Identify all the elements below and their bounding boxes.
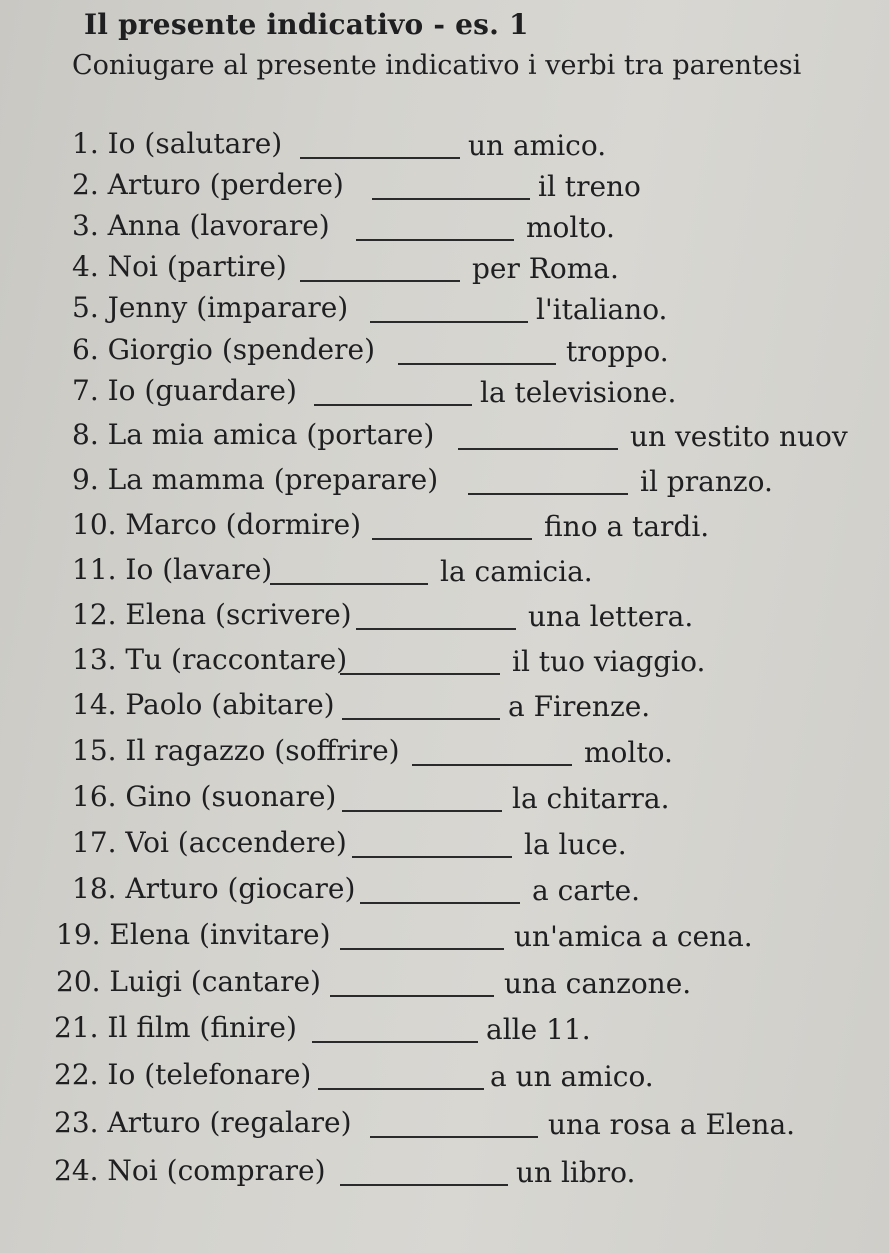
answer-blank[interactable]: [372, 198, 530, 200]
exercise-prompt: 12. Elena (scrivere): [72, 598, 352, 631]
exercise-prompt: 14. Paolo (abitare): [72, 688, 335, 721]
answer-blank[interactable]: [340, 1184, 508, 1186]
exercise-completion: il treno: [538, 170, 641, 203]
exercise-prompt: 19. Elena (invitare): [56, 918, 331, 951]
exercise-completion: alle 11.: [486, 1013, 591, 1046]
exercise-prompt: 17. Voi (accendere): [72, 826, 347, 859]
answer-blank[interactable]: [318, 1088, 484, 1090]
exercise-completion: molto.: [584, 736, 673, 769]
answer-blank[interactable]: [398, 363, 556, 365]
answer-blank[interactable]: [330, 995, 494, 997]
exercise-completion: per Roma.: [472, 252, 619, 285]
exercise-prompt: 23. Arturo (regalare): [54, 1106, 352, 1139]
answer-blank[interactable]: [340, 673, 500, 675]
exercise-completion: una canzone.: [504, 967, 692, 1000]
exercise-prompt: 24. Noi (comprare): [54, 1154, 326, 1187]
exercise-completion: fino a tardi.: [544, 510, 710, 543]
exercise-completion: una lettera.: [528, 600, 694, 633]
exercise-completion: il tuo viaggio.: [512, 645, 706, 678]
exercise-prompt: 9. La mamma (preparare): [72, 463, 439, 496]
answer-blank[interactable]: [370, 321, 528, 323]
exercise-prompt: 22. Io (telefonare): [54, 1058, 312, 1091]
exercise-prompt: 10. Marco (dormire): [72, 508, 362, 541]
exercise-completion: il pranzo.: [640, 465, 773, 498]
exercise-prompt: 18. Arturo (giocare): [72, 872, 356, 905]
exercise-completion: un vestito nuov: [630, 420, 848, 453]
answer-blank[interactable]: [270, 583, 428, 585]
exercise-completion: un amico.: [468, 129, 607, 162]
exercise-completion: a un amico.: [490, 1060, 654, 1093]
exercise-completion: la chitarra.: [512, 782, 670, 815]
exercise-prompt: 16. Gino (suonare): [72, 780, 337, 813]
exercise-prompt: 15. Il ragazzo (soffrire): [72, 734, 400, 767]
answer-blank[interactable]: [356, 628, 516, 630]
exercise-prompt: 4. Noi (partire): [72, 250, 287, 283]
exercise-completion: molto.: [526, 211, 615, 244]
answer-blank[interactable]: [458, 448, 618, 450]
exercise-completion: un libro.: [516, 1156, 636, 1189]
exercise-completion: a Firenze.: [508, 690, 651, 723]
exercise-prompt: 1. Io (salutare): [72, 127, 283, 160]
exercise-prompt: 7. Io (guardare): [72, 374, 297, 407]
exercise-completion: la televisione.: [480, 376, 677, 409]
exercise-completion: la camicia.: [440, 555, 593, 588]
exercise-completion: un'amica a cena.: [514, 920, 753, 953]
exercise-prompt: 2. Arturo (perdere): [72, 168, 344, 201]
worksheet-title: Il presente indicativo - es. 1: [84, 8, 529, 41]
answer-blank[interactable]: [412, 764, 572, 766]
exercise-prompt: 3. Anna (lavorare): [72, 209, 330, 242]
answer-blank[interactable]: [314, 404, 472, 406]
exercise-prompt: 13. Tu (raccontare): [72, 643, 348, 676]
exercise-completion: la luce.: [524, 828, 627, 861]
answer-blank[interactable]: [356, 239, 514, 241]
answer-blank[interactable]: [370, 1136, 538, 1138]
exercise-completion: a carte.: [532, 874, 641, 907]
answer-blank[interactable]: [340, 948, 504, 950]
exercise-prompt: 8. La mia amica (portare): [72, 418, 435, 451]
exercise-completion: troppo.: [566, 335, 669, 368]
exercise-prompt: 11. Io (lavare): [72, 553, 273, 586]
exercise-prompt: 20. Luigi (cantare): [56, 965, 321, 998]
answer-blank[interactable]: [300, 280, 460, 282]
exercise-prompt: 21. Il film (finire): [54, 1011, 297, 1044]
answer-blank[interactable]: [312, 1041, 478, 1043]
exercise-completion: l'italiano.: [536, 293, 668, 326]
worksheet-instructions: Coniugare al presente indicativo i verbi tra parentesi: [72, 50, 802, 81]
answer-blank[interactable]: [342, 810, 502, 812]
answer-blank[interactable]: [300, 157, 460, 159]
exercise-completion: una rosa a Elena.: [548, 1108, 796, 1141]
answer-blank[interactable]: [372, 538, 532, 540]
exercise-prompt: 6. Giorgio (spendere): [72, 333, 376, 366]
exercise-prompt: 5. Jenny (imparare): [72, 291, 349, 324]
answer-blank[interactable]: [360, 902, 520, 904]
answer-blank[interactable]: [468, 493, 628, 495]
answer-blank[interactable]: [342, 718, 500, 720]
answer-blank[interactable]: [352, 856, 512, 858]
